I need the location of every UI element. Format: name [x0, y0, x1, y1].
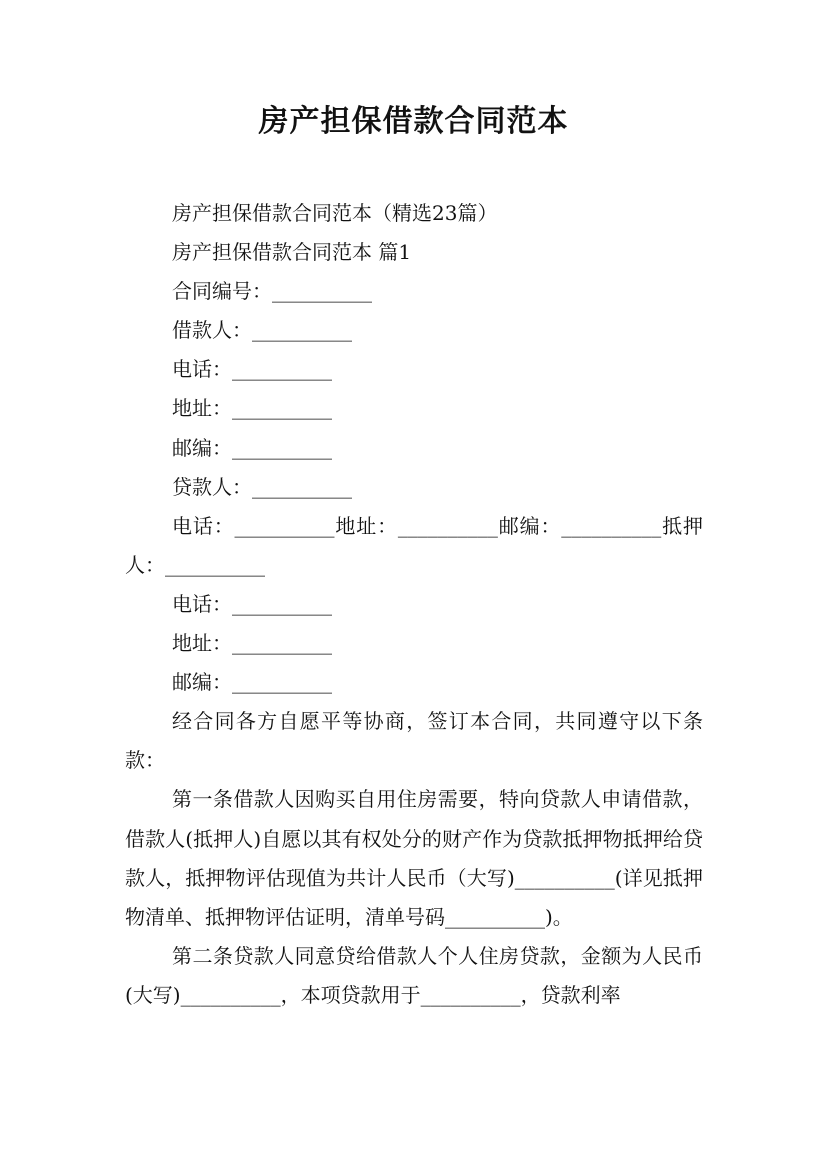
borrower-phone-field: 电话：__________: [172, 357, 332, 382]
section-heading: 房产担保借款合同范本 篇1: [172, 240, 412, 265]
borrower-postcode-field: 邮编：__________: [172, 435, 332, 460]
preamble-paragraph: 经合同各方自愿平等协商，签订本合同，共同遵守以下条款：: [125, 709, 703, 773]
document-body: [125, 194, 703, 1015]
article-1-paragraph: 第一条借款人因购买自用住房需要，特向贷款人申请借款，借款人(抵押人)自愿以其有权处分的财产作为贷款抵押物抵押给贷款人，抵押物评估现值为共计人民币（大写)__________(详见抵押物清单、抵押物评估证明，清单号码__________)。: [125, 787, 703, 929]
mortgagor-phone-field: 电话：__________: [172, 591, 332, 616]
subtitle-line: 房产担保借款合同范本（精选23篇）: [172, 201, 498, 225]
mortgagor-postcode-field: 邮编：__________: [172, 670, 332, 695]
mortgagor-address-field: 地址：__________: [172, 631, 332, 656]
borrower-address-field: 地址：__________: [172, 396, 332, 421]
document-title: 房产担保借款合同范本: [258, 104, 569, 139]
lender-contact-line: 电话：__________地址：__________邮编：__________抵押人：__________: [125, 513, 703, 577]
contract-number-field: 合同编号：__________: [172, 279, 372, 304]
lender-field: 贷款人：__________: [172, 474, 352, 499]
article-2-paragraph: 第二条贷款人同意贷给借款人个人住房贷款，金额为人民币(大写)__________，本项贷款用于__________，贷款利率: [125, 943, 703, 1007]
borrower-field: 借款人：__________: [172, 318, 352, 343]
